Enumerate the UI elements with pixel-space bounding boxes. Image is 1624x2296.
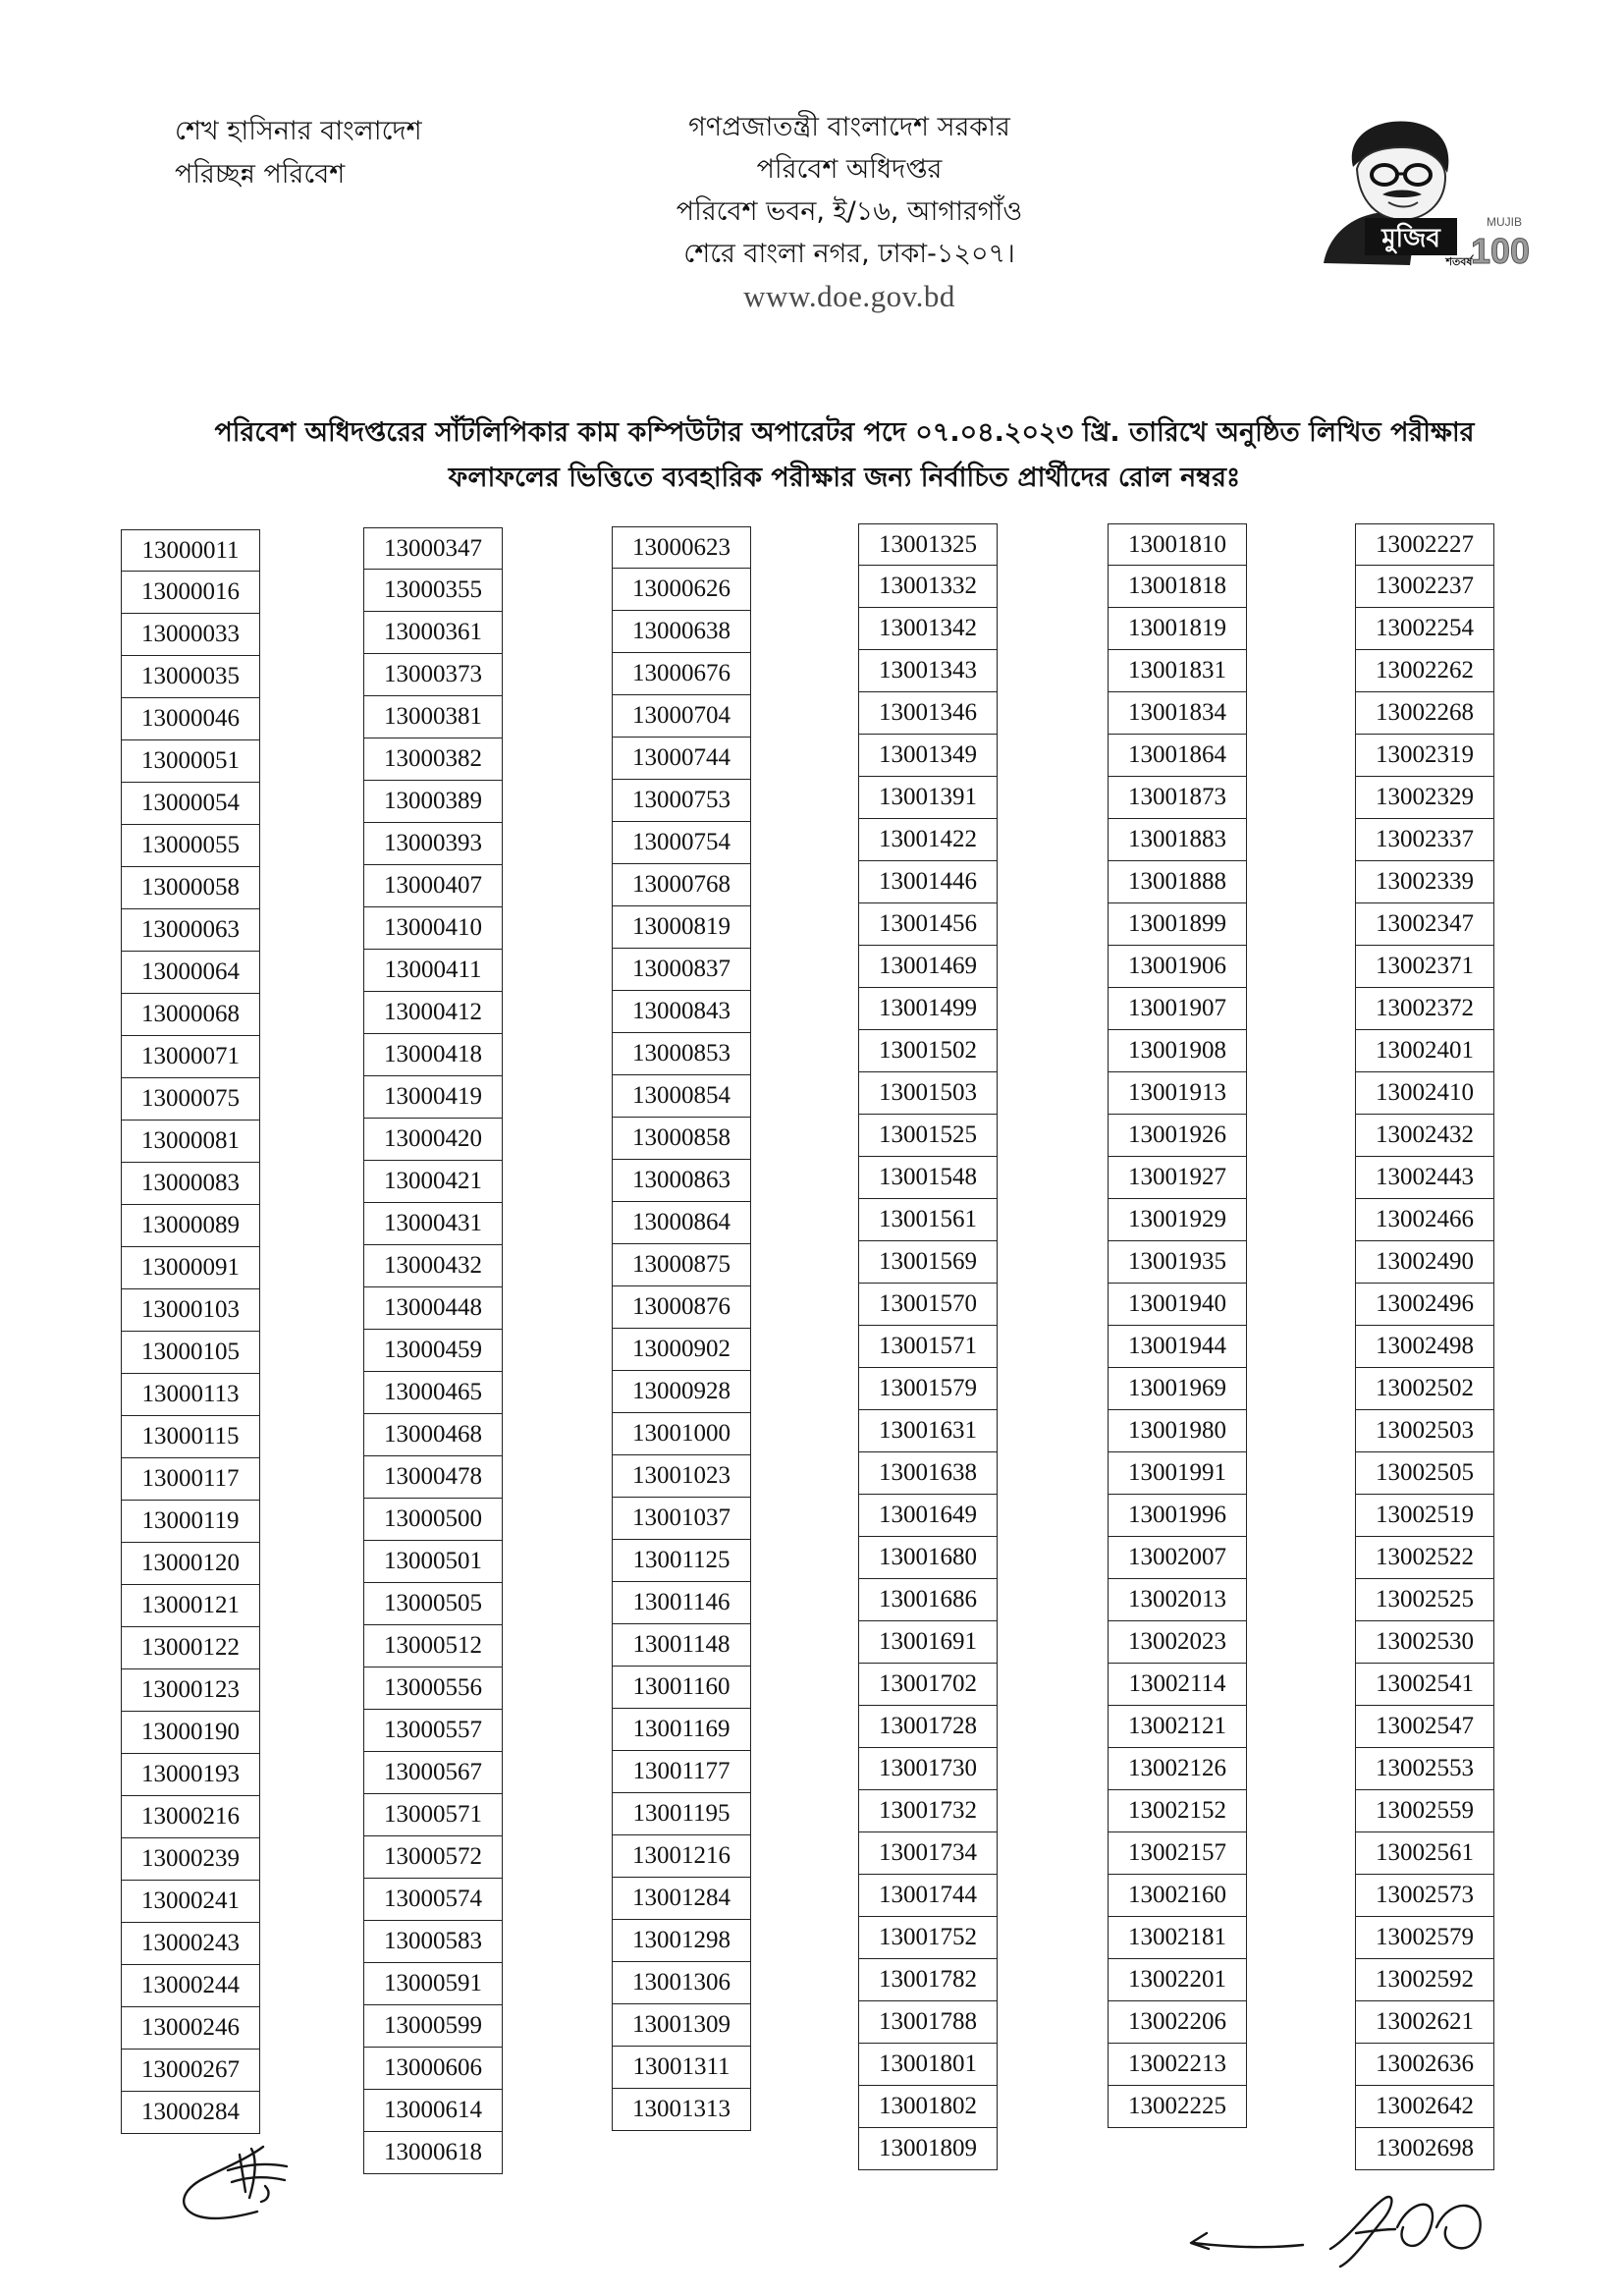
roll-number-cell: 13000412 <box>363 992 503 1034</box>
roll-number-cell: 13002337 <box>1355 819 1494 861</box>
roll-number-cell: 13000557 <box>363 1710 503 1752</box>
roll-number-cell: 13000381 <box>363 696 503 738</box>
roll-number-cell: 13000089 <box>121 1205 260 1247</box>
roll-number-cell: 13000599 <box>363 2005 503 2048</box>
roll-number-cell: 13001502 <box>858 1030 998 1072</box>
roll-number-cell: 13000115 <box>121 1416 260 1458</box>
roll-number-cell: 13000574 <box>363 1879 503 1921</box>
roll-number-cell: 13002372 <box>1355 988 1494 1030</box>
roll-number-cell: 13001702 <box>858 1664 998 1706</box>
roll-number-cell: 13001883 <box>1108 819 1247 861</box>
roll-number-cell: 13000216 <box>121 1796 260 1838</box>
roll-number-cell: 13001499 <box>858 988 998 1030</box>
roll-number-cell: 13002013 <box>1108 1579 1247 1621</box>
roll-number-cell: 13000704 <box>612 695 751 738</box>
roll-number-cell: 13000858 <box>612 1118 751 1160</box>
roll-number-cell: 13000064 <box>121 952 260 994</box>
roll-number-cell: 13000583 <box>363 1921 503 1963</box>
roll-number-cell: 13000033 <box>121 614 260 656</box>
roll-number-cell: 13001888 <box>1108 861 1247 903</box>
roll-number-cell: 13001391 <box>858 777 998 819</box>
roll-number-cell: 13000623 <box>612 526 751 569</box>
roll-number-cell: 13000626 <box>612 569 751 611</box>
roll-number-cell: 13001349 <box>858 735 998 777</box>
roll-number-cell: 13002126 <box>1108 1748 1247 1790</box>
roll-number-cell: 13001525 <box>858 1115 998 1157</box>
roll-number-cell: 13001809 <box>858 2128 998 2170</box>
roll-number-cell: 13000046 <box>121 698 260 740</box>
roll-number-cell: 13002573 <box>1355 1875 1494 1917</box>
mujib-100-logo <box>1316 116 1532 273</box>
roll-number-cell: 13001037 <box>612 1498 751 1540</box>
roll-number-cell: 13001831 <box>1108 650 1247 692</box>
roll-number-cell: 13000420 <box>363 1119 503 1161</box>
logo-subtitle-bn: শতবর্ষ <box>1445 255 1473 268</box>
department-name: পরিবেশ অধিদপ্তর <box>756 154 943 185</box>
roll-number-cell: 13000113 <box>121 1374 260 1416</box>
roll-number-cell: 13001940 <box>1108 1284 1247 1326</box>
roll-number-cell: 13000419 <box>363 1076 503 1119</box>
address-line-1: পরিবেশ ভবন, ই/১৬, আগারগাঁও <box>676 196 1023 227</box>
roll-number-cell: 13001819 <box>1108 608 1247 650</box>
roll-number-cell: 13000478 <box>363 1456 503 1499</box>
roll-number-cell: 13000468 <box>363 1414 503 1456</box>
roll-number-cell: 13001752 <box>858 1917 998 1959</box>
roll-number-cell: 13000243 <box>121 1923 260 1965</box>
roll-number-cell: 13001216 <box>612 1835 751 1878</box>
roll-number-cell: 13000120 <box>121 1543 260 1585</box>
roll-number-cell: 13000016 <box>121 572 260 614</box>
roll-number-cell: 13002579 <box>1355 1917 1494 1959</box>
roll-number-cell: 13000267 <box>121 2050 260 2092</box>
roll-number-cell: 13000347 <box>363 527 503 570</box>
roll-number-cell: 13000556 <box>363 1667 503 1710</box>
roll-number-cell: 13000864 <box>612 1202 751 1244</box>
roll-number-cell: 13001728 <box>858 1706 998 1748</box>
logo-title-bn: মুজিব <box>1381 224 1440 253</box>
roll-number-cell: 13001801 <box>858 2044 998 2086</box>
notice-title <box>147 410 1542 501</box>
roll-number-cell: 13002621 <box>1355 2001 1494 2044</box>
roll-number-cell: 13000122 <box>121 1627 260 1669</box>
roll-number-cell: 13002519 <box>1355 1495 1494 1537</box>
roll-number-cell: 13001906 <box>1108 946 1247 988</box>
roll-number-cell: 13000876 <box>612 1286 751 1329</box>
website-link[interactable]: www.doe.gov.bd <box>743 279 955 313</box>
roll-number-cell: 13002023 <box>1108 1621 1247 1664</box>
roll-number-cell: 13001169 <box>612 1709 751 1751</box>
roll-number-cell: 13001927 <box>1108 1157 1247 1199</box>
roll-number-cell: 13000284 <box>121 2092 260 2134</box>
roll-number-cell: 13002636 <box>1355 2044 1494 2086</box>
roll-number-cell: 13002319 <box>1355 735 1494 777</box>
roll-number-cell: 13000928 <box>612 1371 751 1413</box>
roll-number-cell: 13000241 <box>121 1881 260 1923</box>
roll-number-cell: 13000571 <box>363 1794 503 1836</box>
roll-number-cell: 13001023 <box>612 1455 751 1498</box>
address-line-2: শেরে বাংলা নগর, ঢাকা-১২০৭। <box>683 239 1015 269</box>
logo-title-en: MUJIB <box>1487 215 1522 229</box>
roll-number-cell: 13001160 <box>612 1667 751 1709</box>
roll-column-3 <box>612 526 751 2131</box>
roll-number-cell: 13001569 <box>858 1241 998 1284</box>
roll-number-cell: 13000068 <box>121 994 260 1036</box>
roll-number-cell: 13002347 <box>1355 903 1494 946</box>
roll-column-5 <box>1108 523 1247 2128</box>
roll-number-cell: 13002227 <box>1355 523 1494 566</box>
roll-number-cell: 13002262 <box>1355 650 1494 692</box>
logo-number: 100 <box>1470 231 1531 271</box>
roll-number-cell: 13001309 <box>612 2004 751 2047</box>
roll-number-cell: 13002114 <box>1108 1664 1247 1706</box>
roll-number-cell: 13001996 <box>1108 1495 1247 1537</box>
roll-number-cell: 13001899 <box>1108 903 1247 946</box>
roll-number-cell: 13000500 <box>363 1499 503 1541</box>
roll-number-cell: 13001469 <box>858 946 998 988</box>
roll-column-1 <box>121 529 260 2134</box>
roll-number-cell: 13002443 <box>1355 1157 1494 1199</box>
roll-number-cell: 13000638 <box>612 611 751 653</box>
slogan-line-2: পরিচ্ছন্ন পরিবেশ <box>175 159 346 190</box>
slogan <box>175 110 422 196</box>
roll-number-cell: 13002410 <box>1355 1072 1494 1115</box>
roll-number-cell: 13000054 <box>121 783 260 825</box>
roll-number-cell: 13000753 <box>612 780 751 822</box>
roll-number-cell: 13002401 <box>1355 1030 1494 1072</box>
roll-number-cell: 13002268 <box>1355 692 1494 735</box>
roll-number-cell: 13002698 <box>1355 2128 1494 2170</box>
roll-number-cell: 13002339 <box>1355 861 1494 903</box>
roll-number-cell: 13000193 <box>121 1754 260 1796</box>
roll-number-cell: 13001834 <box>1108 692 1247 735</box>
roll-number-cell: 13001306 <box>612 1962 751 2004</box>
roll-number-cell: 13000853 <box>612 1033 751 1075</box>
roll-number-cell: 13000676 <box>612 653 751 695</box>
roll-number-cell: 13000035 <box>121 656 260 698</box>
signature-left <box>167 2137 304 2231</box>
roll-number-cell: 13000373 <box>363 654 503 696</box>
roll-number-cell: 13002522 <box>1355 1537 1494 1579</box>
roll-number-cell: 13001913 <box>1108 1072 1247 1115</box>
roll-number-cell: 13001734 <box>858 1832 998 1875</box>
roll-number-cell: 13002592 <box>1355 1959 1494 2001</box>
roll-number-cell: 13001332 <box>858 566 998 608</box>
roll-number-cell: 13002160 <box>1108 1875 1247 1917</box>
roll-number-cell: 13001000 <box>612 1413 751 1455</box>
roll-number-cell: 13002237 <box>1355 566 1494 608</box>
notice-title-line-2: ফলাফলের ভিত্তিতে ব্যবহারিক পরীক্ষার জন্য নির্বাচিত প্রার্থীদের রোল নম্বরঃ <box>448 463 1241 493</box>
roll-number-cell: 13001570 <box>858 1284 998 1326</box>
roll-number-cell: 13000410 <box>363 907 503 950</box>
roll-number-cell: 13002206 <box>1108 2001 1247 2044</box>
roll-number-cell: 13001969 <box>1108 1368 1247 1410</box>
roll-number-cell: 13002432 <box>1355 1115 1494 1157</box>
roll-number-cell: 13001422 <box>858 819 998 861</box>
roll-number-cell: 13000389 <box>363 781 503 823</box>
roll-number-cell: 13000618 <box>363 2132 503 2174</box>
roll-number-cell: 13000063 <box>121 909 260 952</box>
roll-number-cell: 13002213 <box>1108 2044 1247 2086</box>
roll-number-cell: 13001818 <box>1108 566 1247 608</box>
roll-number-cell: 13001991 <box>1108 1452 1247 1495</box>
roll-number-cell: 13001730 <box>858 1748 998 1790</box>
signature-right <box>1183 2186 1497 2276</box>
roll-number-cell: 13000567 <box>363 1752 503 1794</box>
roll-number-cell: 13000854 <box>612 1075 751 1118</box>
roll-number-cell: 13002547 <box>1355 1706 1494 1748</box>
roll-number-cell: 13000119 <box>121 1501 260 1543</box>
roll-number-cell: 13000411 <box>363 950 503 992</box>
roll-number-cell: 13001944 <box>1108 1326 1247 1368</box>
roll-number-cell: 13002525 <box>1355 1579 1494 1621</box>
roll-number-cell: 13002225 <box>1108 2086 1247 2128</box>
roll-number-cell: 13001744 <box>858 1875 998 1917</box>
roll-number-cell: 13002502 <box>1355 1368 1494 1410</box>
roll-number-cell: 13002371 <box>1355 946 1494 988</box>
roll-number-cell: 13001313 <box>612 2089 751 2131</box>
roll-number-cell: 13001456 <box>858 903 998 946</box>
roll-number-cell: 13000190 <box>121 1712 260 1754</box>
roll-number-cell: 13001579 <box>858 1368 998 1410</box>
roll-number-cell: 13000058 <box>121 867 260 909</box>
roll-number-cell: 13001146 <box>612 1582 751 1624</box>
roll-number-cell: 13000055 <box>121 825 260 867</box>
roll-number-cell: 13001810 <box>1108 523 1247 566</box>
roll-number-cell: 13001788 <box>858 2001 998 2044</box>
roll-number-cell: 13001908 <box>1108 1030 1247 1072</box>
roll-number-cell: 13000754 <box>612 822 751 864</box>
roll-number-cell: 13001125 <box>612 1540 751 1582</box>
roll-number-cell: 13001548 <box>858 1157 998 1199</box>
roll-number-cell: 13002121 <box>1108 1706 1247 1748</box>
roll-number-cell: 13000393 <box>363 823 503 865</box>
roll-number-cell: 13001686 <box>858 1579 998 1621</box>
roll-number-cell: 13001638 <box>858 1452 998 1495</box>
roll-number-cell: 13002530 <box>1355 1621 1494 1664</box>
roll-number-cell: 13000355 <box>363 570 503 612</box>
roll-number-cell: 13000902 <box>612 1329 751 1371</box>
roll-number-cell: 13001926 <box>1108 1115 1247 1157</box>
roll-number-cell: 13000246 <box>121 2007 260 2050</box>
roll-number-cell: 13000382 <box>363 738 503 781</box>
roll-number-cell: 13001571 <box>858 1326 998 1368</box>
roll-number-cell: 13002157 <box>1108 1832 1247 1875</box>
roll-number-cell: 13001148 <box>612 1624 751 1667</box>
roll-number-cell: 13000105 <box>121 1332 260 1374</box>
roll-number-cell: 13001680 <box>858 1537 998 1579</box>
letterhead <box>628 106 1070 317</box>
roll-number-cell: 13000505 <box>363 1583 503 1625</box>
roll-number-cell: 13000843 <box>612 991 751 1033</box>
roll-number-cell: 13000418 <box>363 1034 503 1076</box>
roll-column-4 <box>858 523 998 2170</box>
roll-number-cell: 13001343 <box>858 650 998 692</box>
roll-number-cell: 13000407 <box>363 865 503 907</box>
roll-number-cell: 13000863 <box>612 1160 751 1202</box>
roll-number-cell: 13001346 <box>858 692 998 735</box>
roll-number-cell: 13000465 <box>363 1372 503 1414</box>
roll-number-cell: 13000591 <box>363 1963 503 2005</box>
roll-number-cell: 13000606 <box>363 2048 503 2090</box>
roll-number-cell: 13002466 <box>1355 1199 1494 1241</box>
roll-number-cell: 13000123 <box>121 1669 260 1712</box>
roll-number-cell: 13000501 <box>363 1541 503 1583</box>
roll-number-cell: 13000572 <box>363 1836 503 1879</box>
roll-number-cell: 13001284 <box>612 1878 751 1920</box>
roll-number-cell: 13000121 <box>121 1585 260 1627</box>
roll-number-cell: 13000744 <box>612 738 751 780</box>
roll-number-cell: 13002201 <box>1108 1959 1247 2001</box>
roll-number-cell: 13002498 <box>1355 1326 1494 1368</box>
roll-number-cell: 13001311 <box>612 2047 751 2089</box>
roll-number-cell: 13000432 <box>363 1245 503 1287</box>
roll-number-cell: 13002496 <box>1355 1284 1494 1326</box>
roll-number-cell: 13000071 <box>121 1036 260 1078</box>
roll-number-cell: 13001873 <box>1108 777 1247 819</box>
roll-number-cell: 13002490 <box>1355 1241 1494 1284</box>
roll-number-cell: 13001732 <box>858 1790 998 1832</box>
roll-number-cell: 13000431 <box>363 1203 503 1245</box>
roll-number-cell: 13001935 <box>1108 1241 1247 1284</box>
roll-number-cell: 13002561 <box>1355 1832 1494 1875</box>
roll-number-cell: 13000448 <box>363 1287 503 1330</box>
roll-number-cell: 13000361 <box>363 612 503 654</box>
roll-number-cell: 13000244 <box>121 1965 260 2007</box>
roll-number-cell: 13000103 <box>121 1289 260 1332</box>
notice-title-line-1: পরিবেশ অধিদপ্তরের সাঁটলিপিকার কাম কম্পিউটার অপারেটর পদে ০৭.০৪.২০২৩ খ্রি. তারিখে অনুষ্ঠিত লিখিত পরীক্ষার <box>214 417 1475 448</box>
roll-number-cell: 13000091 <box>121 1247 260 1289</box>
roll-number-cell: 13001782 <box>858 1959 998 2001</box>
roll-number-cell: 13000083 <box>121 1163 260 1205</box>
roll-number-cell: 13002329 <box>1355 777 1494 819</box>
portrait-face <box>1357 147 1445 220</box>
roll-number-cell: 13001446 <box>858 861 998 903</box>
roll-number-cell: 13000117 <box>121 1458 260 1501</box>
roll-number-cell: 13000459 <box>363 1330 503 1372</box>
slogan-line-1: শেখ হাসিনার বাংলাদেশ <box>175 116 422 146</box>
roll-number-cell: 13001691 <box>858 1621 998 1664</box>
roll-number-cell: 13002007 <box>1108 1537 1247 1579</box>
roll-number-cell: 13002642 <box>1355 2086 1494 2128</box>
roll-number-cell: 13001561 <box>858 1199 998 1241</box>
roll-column-6 <box>1355 523 1494 2170</box>
roll-number-cell: 13000614 <box>363 2090 503 2132</box>
roll-column-2 <box>363 527 503 2174</box>
roll-number-cell: 13002503 <box>1355 1410 1494 1452</box>
roll-number-cell: 13001325 <box>858 523 998 566</box>
government-name: গণপ্রজাতন্ত্রী বাংলাদেশ সরকার <box>688 112 1010 142</box>
roll-number-cell: 13000075 <box>121 1078 260 1121</box>
roll-number-cell: 13001298 <box>612 1920 751 1962</box>
roll-number-cell: 13001177 <box>612 1751 751 1793</box>
roll-number-cell: 13002152 <box>1108 1790 1247 1832</box>
roll-number-cell: 13000011 <box>121 529 260 572</box>
roll-number-cell: 13000875 <box>612 1244 751 1286</box>
roll-number-cell: 13002553 <box>1355 1748 1494 1790</box>
roll-number-cell: 13000421 <box>363 1161 503 1203</box>
roll-number-cell: 13001802 <box>858 2086 998 2128</box>
roll-number-cell: 13001195 <box>612 1793 751 1835</box>
roll-number-cell: 13000081 <box>121 1121 260 1163</box>
roll-number-cell: 13000837 <box>612 949 751 991</box>
roll-number-cell: 13000051 <box>121 740 260 783</box>
roll-number-cell: 13002254 <box>1355 608 1494 650</box>
roll-number-cell: 13000239 <box>121 1838 260 1881</box>
roll-number-cell: 13001907 <box>1108 988 1247 1030</box>
roll-number-cell: 13001342 <box>858 608 998 650</box>
roll-number-cell: 13002181 <box>1108 1917 1247 1959</box>
roll-number-cell: 13002559 <box>1355 1790 1494 1832</box>
roll-number-cell: 13001503 <box>858 1072 998 1115</box>
roll-number-cell: 13001649 <box>858 1495 998 1537</box>
roll-number-cell: 13002541 <box>1355 1664 1494 1706</box>
roll-number-cell: 13001929 <box>1108 1199 1247 1241</box>
roll-number-cell: 13002505 <box>1355 1452 1494 1495</box>
roll-number-cell: 13000512 <box>363 1625 503 1667</box>
roll-number-cell: 13001980 <box>1108 1410 1247 1452</box>
roll-number-cell: 13001864 <box>1108 735 1247 777</box>
roll-number-cell: 13001631 <box>858 1410 998 1452</box>
roll-number-cell: 13000768 <box>612 864 751 906</box>
roll-number-cell: 13000819 <box>612 906 751 949</box>
